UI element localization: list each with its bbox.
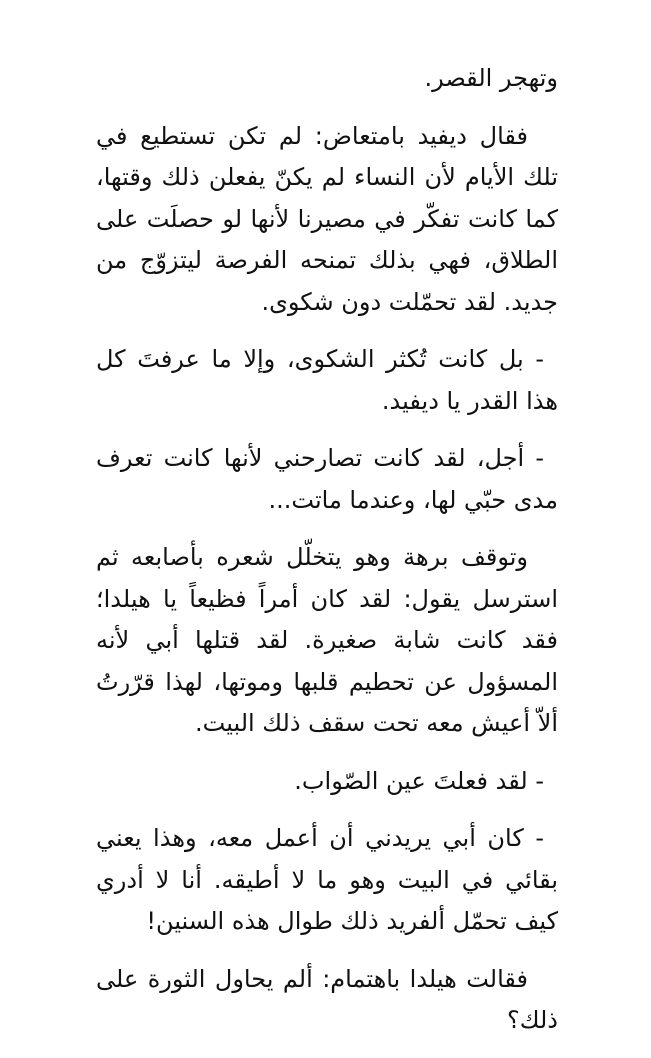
paragraph-david-reply: فقال ديفيد بامتعاض: لم تكن تستطيع في تلك الأيام لأن النساء لم يكنّ يفعلن ذلك وقتها، كما كانت تفكّر في مصيرنا لأنها لو حصلَت على الطلاق، فهي بذلك تمنحه الفرصة ليتزوّج من جديد. لقد تحمّلت دون شكوى. [96, 121, 558, 316]
paragraph-dialogue-right: - لقد فعلتَ عين الصّواب. [294, 766, 544, 795]
paragraph-continuation: وتهجر القصر. [424, 64, 558, 92]
paragraph-dialogue-complaint: - بل كانت تُكثر الشكوى، وإلا ما عرفتَ كل هذا القدر يا ديفيد. [96, 345, 558, 415]
paragraph-dialogue-love: - أجل، لقد كانت تصارحني لأنها كانت تعرف مدى حبّي لها، وعندما ماتت... [96, 444, 558, 514]
paragraph-hilda-question: فقالت هيلدا باهتمام: ألم يحاول الثورة على ذلك؟ [96, 964, 558, 1034]
book-page [96, 58, 558, 1058]
paragraph-david-pause: وتوقف برهة وهو يتخلّل شعره بأصابعه ثم استرسل يقول: لقد كان أمراً فظيعاً يا هيلدا؛ فقد كانت شابة صغيرة. لقد قتلها أبي لأنه المسؤول عن تحطيم قلبها وموتها، لهذا قرّرتُ ألاّ أعيش معه تحت سقف ذلك البيت. [96, 543, 558, 737]
paragraph-dialogue-father: - كان أبي يريدني أن أعمل معه، وهذا يعني بقائي في البيت وهو ما لا أطيقه. أنا لا أدري كيف تحمّل ألفريد ذلك طوال هذه السنين! [96, 824, 558, 935]
